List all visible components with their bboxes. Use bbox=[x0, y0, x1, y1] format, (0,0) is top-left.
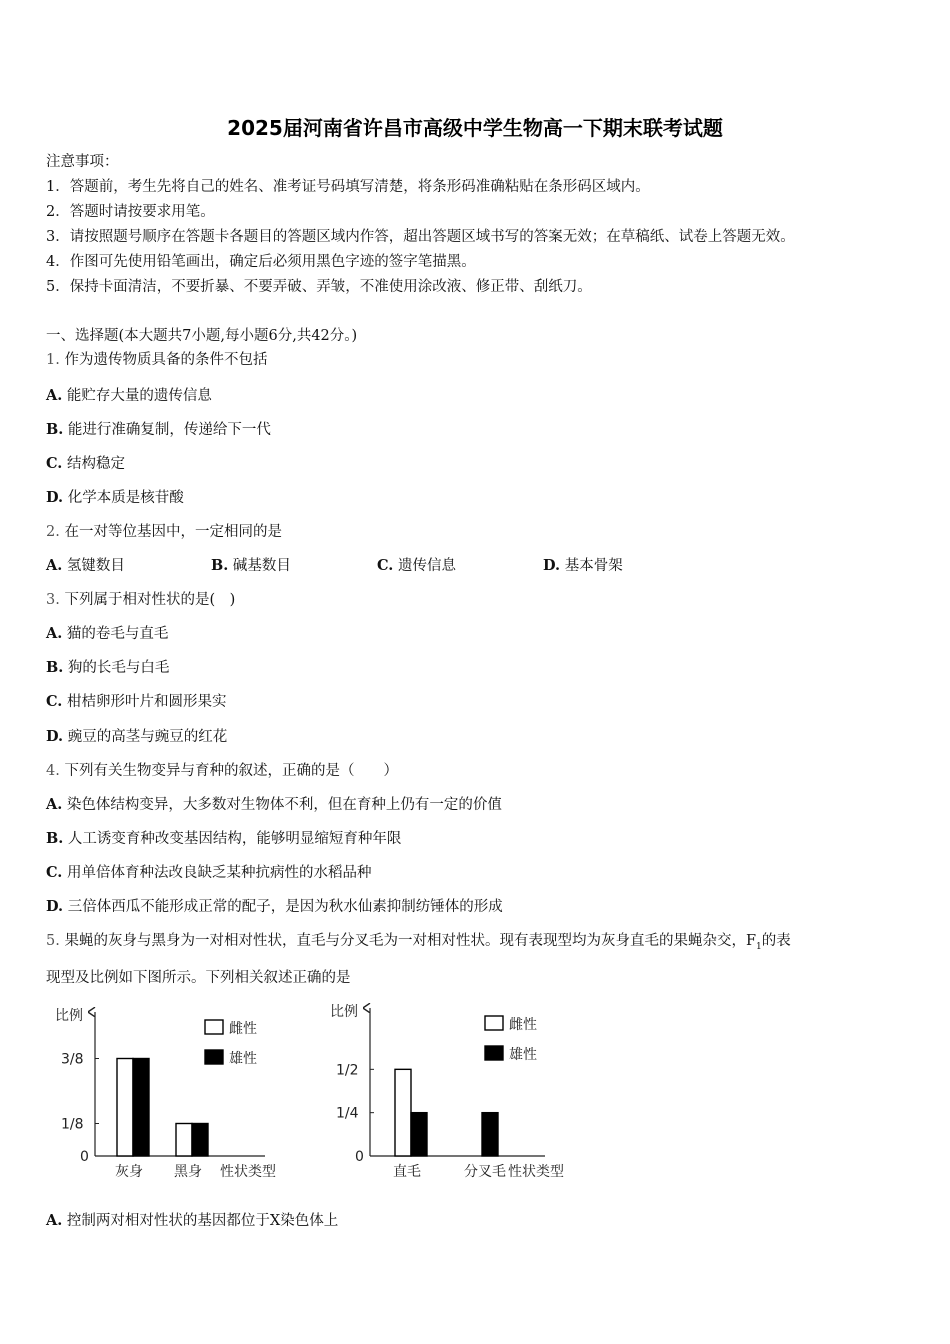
question-stem: 作为遗传物质具备的条件不包括 bbox=[64, 352, 268, 368]
question-1 bbox=[46, 350, 267, 370]
question-number: 2. bbox=[46, 524, 60, 540]
section-heading: 一、选择题(本大题共7小题,每小题6分,共42分。) bbox=[46, 328, 358, 344]
question-number: 1. bbox=[46, 352, 60, 368]
bar-雌性-直毛 bbox=[395, 1069, 411, 1156]
legend-swatch bbox=[485, 1016, 503, 1030]
option-d[interactable]: D. 化学本质是核苷酸 bbox=[46, 489, 184, 506]
y-axis-label: 比例 bbox=[55, 1008, 83, 1024]
question-stem: 在一对等位基因中，一定相同的是 bbox=[64, 524, 282, 540]
x-category-label: 分叉毛 bbox=[464, 1164, 506, 1180]
x-axis-label: 性状类型 bbox=[220, 1164, 276, 1180]
fruit-fly-charts bbox=[40, 1000, 600, 1190]
y-tick-label: 3/8 bbox=[61, 1051, 84, 1068]
legend-swatch bbox=[205, 1050, 223, 1064]
option-d[interactable]: D. 基本骨架 bbox=[543, 557, 623, 574]
bar-雄性-分叉毛 bbox=[482, 1113, 498, 1156]
legend-swatch bbox=[485, 1046, 503, 1060]
question-stem: 下列属于相对性状的是( ) bbox=[64, 592, 236, 608]
question-number: 5. bbox=[46, 933, 60, 949]
notice-item: 5．保持卡面清洁，不要折暴、不要弄破、弄皱，不准使用涂改液、修正带、刮纸刀。 bbox=[46, 279, 592, 295]
legend-label: 雄性 bbox=[229, 1051, 257, 1067]
question-5: 5. 果蝇的灰身与黑身为一对相对性状，直毛与分叉毛为一对相对性状。现有表现型均为灰身直毛的果蝇杂交，$F_1$的表 bbox=[46, 933, 791, 952]
page-title: 2025届河南省许昌市高级中学生物高一下期末联考试题 bbox=[227, 116, 723, 140]
question-stem: 下列有关生物变异与育种的叙述，正确的是（ ） bbox=[64, 763, 398, 779]
option-a[interactable]: A. 猫的卷毛与直毛 bbox=[46, 625, 169, 642]
y-tick-label: 1/2 bbox=[336, 1062, 359, 1079]
bar-雌性-灰身 bbox=[117, 1059, 133, 1157]
legend-label: 雄性 bbox=[509, 1047, 537, 1063]
option-a[interactable]: A. 能贮存大量的遗传信息 bbox=[46, 387, 212, 404]
body-color-chart bbox=[55, 1008, 276, 1180]
option-c[interactable]: C. 结构稳定 bbox=[46, 455, 125, 472]
bar-雄性-黑身 bbox=[192, 1124, 208, 1157]
option-a[interactable]: A. 控制两对相对性状的基因都位于X染色体上 bbox=[46, 1212, 339, 1229]
option-c[interactable]: C. 柑桔卵形叶片和圆形果实 bbox=[46, 693, 227, 710]
bar-雄性-灰身 bbox=[133, 1059, 149, 1157]
subscript: 1 bbox=[756, 941, 762, 952]
option-d[interactable]: D. 豌豆的高茎与豌豆的红花 bbox=[46, 728, 228, 745]
option-a[interactable]: A. 氢键数目 bbox=[46, 557, 125, 574]
question-2 bbox=[46, 522, 282, 542]
bar-雄性-直毛 bbox=[411, 1113, 427, 1156]
origin-label: 0 bbox=[80, 1149, 89, 1165]
notice-item: 1．答题前，考生先将自己的姓名、准考证号码填写清楚，将条形码准确粘贴在条形码区域内。 bbox=[46, 179, 650, 195]
x-category-label: 黑身 bbox=[174, 1164, 202, 1180]
x-category-label: 灰身 bbox=[115, 1164, 143, 1180]
y-tick-label: 1/4 bbox=[336, 1105, 359, 1122]
question-number: 4. bbox=[46, 763, 60, 779]
question-4 bbox=[46, 761, 398, 781]
bristle-chart bbox=[330, 1004, 564, 1180]
legend-label: 雌性 bbox=[229, 1021, 257, 1037]
option-c[interactable]: C. 遗传信息 bbox=[377, 557, 456, 574]
bar-雌性-黑身 bbox=[176, 1124, 192, 1157]
option-a[interactable]: A. 染色体结构变异，大多数对生物体不利，但在育种上仍有一定的价值 bbox=[46, 796, 502, 813]
x-axis-label: 性状类型 bbox=[508, 1164, 564, 1180]
option-d[interactable]: D. 三倍体西瓜不能形成正常的配子，是因为秋水仙素抑制纺锤体的形成 bbox=[46, 898, 503, 915]
y-axis-label: 比例 bbox=[330, 1004, 358, 1020]
legend-label: 雌性 bbox=[509, 1017, 537, 1033]
legend-swatch bbox=[205, 1020, 223, 1034]
question-5-continued: 现型及比例如下图所示。下列相关叙述正确的是 bbox=[46, 970, 351, 986]
origin-label: 0 bbox=[355, 1149, 364, 1165]
notice-item: 3．请按照题号顺序在答题卡各题目的答题区域内作答，超出答题区域书写的答案无效；在草稿纸、试卷上答题无效。 bbox=[46, 229, 795, 245]
option-b[interactable]: B. 人工诱变育种改变基因结构，能够明显缩短育种年限 bbox=[46, 830, 402, 847]
notice-item: 4．作图可先使用铅笔画出，确定后必须用黑色字迹的签字笔描黑。 bbox=[46, 254, 476, 270]
question-stem: 果蝇的灰身与黑身为一对相对性状，直毛与分叉毛为一对相对性状。现有表现型均为灰身直毛的果蝇杂交，F bbox=[64, 933, 757, 949]
option-b[interactable]: B. 能进行准确复制，传递给下一代 bbox=[46, 421, 271, 438]
option-b[interactable]: B. 碱基数目 bbox=[211, 557, 291, 574]
option-c[interactable]: C. 用单倍体育种法改良缺乏某种抗病性的水稻品种 bbox=[46, 864, 372, 881]
option-b[interactable]: B. 狗的长毛与白毛 bbox=[46, 659, 170, 676]
question-3 bbox=[46, 590, 235, 610]
x-category-label: 直毛 bbox=[393, 1164, 421, 1180]
question-number: 3. bbox=[46, 592, 60, 608]
notice-heading: 注意事项： bbox=[46, 154, 119, 170]
y-tick-label: 1/8 bbox=[61, 1116, 84, 1133]
notice-item: 2．答题时请按要求用笔。 bbox=[46, 204, 215, 220]
